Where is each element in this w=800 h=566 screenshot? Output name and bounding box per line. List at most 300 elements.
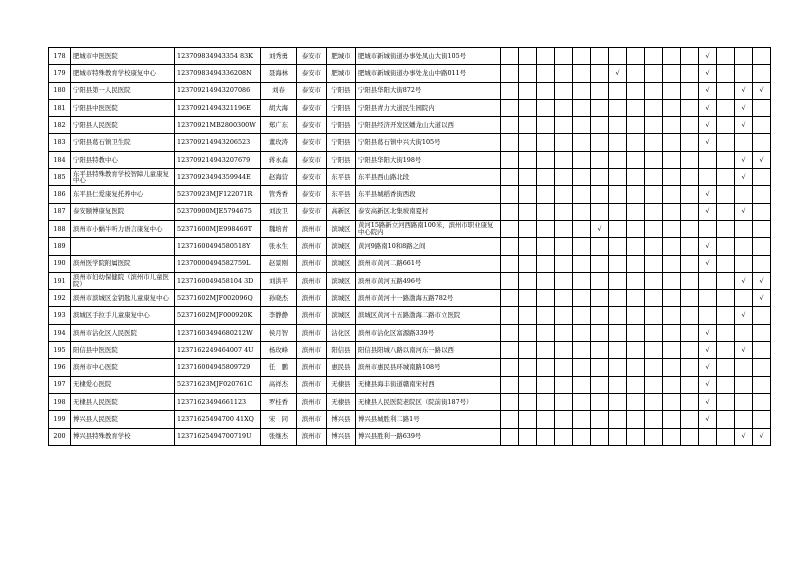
service-mark-cell — [555, 82, 573, 99]
service-mark-cell — [717, 359, 735, 376]
district-cell: 肥城市 — [327, 65, 356, 82]
service-mark-cell — [699, 134, 717, 151]
credit-code-cell: 123709214943206523 — [175, 134, 261, 151]
credit-code-cell: 12370983494336208N — [175, 65, 261, 82]
service-mark-cell — [501, 117, 519, 134]
district-cell: 博兴县 — [327, 428, 356, 445]
check-mark: √ — [705, 120, 710, 129]
contact-person-cell: 刘汝卫 — [261, 203, 297, 220]
service-mark-cell — [681, 203, 699, 220]
service-mark-cell — [681, 342, 699, 359]
contact-person-cell: 郑广东 — [261, 117, 297, 134]
service-mark-cell — [537, 203, 555, 220]
service-mark-cell — [663, 117, 681, 134]
city-cell: 泰安市 — [297, 203, 327, 220]
service-mark-cell — [609, 65, 627, 82]
address-cell: 滨州市黄河十一路渤海五路782号 — [356, 290, 501, 307]
service-mark-cell — [537, 359, 555, 376]
institution-name-cell: 东平县仁爱康复托养中心 — [71, 186, 175, 203]
credit-code-cell: 12371600494580518Y — [175, 238, 261, 255]
service-mark-cell — [735, 290, 753, 307]
row-number-cell: 178 — [49, 48, 71, 65]
contact-person-cell: 张继杰 — [261, 428, 297, 445]
service-mark-cell — [681, 82, 699, 99]
district-cell: 无棣县 — [327, 376, 356, 393]
service-mark-cell — [663, 324, 681, 341]
service-mark-cell — [609, 376, 627, 393]
service-mark-cell — [753, 48, 771, 65]
service-mark-cell — [573, 393, 591, 410]
service-mark-cell — [627, 342, 645, 359]
district-cell: 高新区 — [327, 203, 356, 220]
row-number-cell: 194 — [49, 324, 71, 341]
service-mark-cell — [519, 359, 537, 376]
service-mark-cell — [699, 428, 717, 445]
table-row — [49, 151, 771, 168]
service-mark-cell — [663, 307, 681, 324]
service-mark-cell — [645, 255, 663, 272]
institution-name-cell: 滨城区手拉手儿童康复中心 — [71, 307, 175, 324]
service-mark-cell — [591, 393, 609, 410]
service-mark-cell — [645, 411, 663, 428]
service-mark-cell — [627, 428, 645, 445]
service-mark-cell — [735, 324, 753, 341]
district-cell: 滨城区 — [327, 220, 356, 237]
service-mark-cell — [681, 359, 699, 376]
address-cell: 阳信县阳城八路以南河东一路以西 — [356, 342, 501, 359]
service-mark-cell — [555, 99, 573, 116]
service-mark-cell — [627, 238, 645, 255]
service-mark-cell — [519, 307, 537, 324]
check-mark: √ — [597, 224, 602, 233]
service-mark-cell — [627, 393, 645, 410]
service-mark-cell — [537, 307, 555, 324]
service-mark-cell — [519, 117, 537, 134]
address-cell: 黄河9路南10和8路之间 — [356, 238, 501, 255]
institution-name-cell: 滨州市滨城区金钥匙儿童康复中心 — [71, 290, 175, 307]
credit-code-cell: 1237162249464007 4U — [175, 342, 261, 359]
service-mark-cell — [519, 99, 537, 116]
service-mark-cell — [627, 324, 645, 341]
district-cell: 宁阳县 — [327, 134, 356, 151]
service-mark-cell — [699, 342, 717, 359]
service-mark-cell — [663, 99, 681, 116]
contact-person-cell: 魏培青 — [261, 220, 297, 237]
service-mark-cell — [501, 238, 519, 255]
credit-code-cell: 123709834943354 83K — [175, 48, 261, 65]
service-mark-cell — [501, 272, 519, 289]
table-row — [49, 220, 771, 237]
service-mark-cell — [537, 238, 555, 255]
service-mark-cell — [591, 169, 609, 186]
service-mark-cell — [735, 186, 753, 203]
check-mark: √ — [705, 138, 710, 147]
district-cell: 沾化区 — [327, 324, 356, 341]
service-mark-cell — [627, 82, 645, 99]
service-mark-cell — [663, 65, 681, 82]
service-mark-cell — [591, 411, 609, 428]
service-mark-cell — [627, 186, 645, 203]
service-mark-cell — [645, 342, 663, 359]
service-mark-cell — [573, 117, 591, 134]
service-mark-cell — [519, 238, 537, 255]
service-mark-cell — [717, 324, 735, 341]
service-mark-cell — [555, 428, 573, 445]
service-mark-cell — [501, 65, 519, 82]
table-body — [49, 48, 771, 446]
contact-person-cell: 宋 同 — [261, 411, 297, 428]
row-number-cell: 186 — [49, 186, 71, 203]
service-mark-cell — [645, 169, 663, 186]
service-mark-cell — [735, 393, 753, 410]
service-mark-cell — [645, 272, 663, 289]
service-mark-cell — [573, 151, 591, 168]
service-mark-cell — [753, 186, 771, 203]
institution-name-cell: 肥城市中医医院 — [71, 48, 175, 65]
table-row — [49, 324, 771, 341]
service-mark-cell — [609, 359, 627, 376]
service-mark-cell — [681, 411, 699, 428]
row-number-cell: 199 — [49, 411, 71, 428]
institution-name-cell: 博兴县人民医院 — [71, 411, 175, 428]
check-mark: √ — [705, 259, 710, 268]
check-mark: √ — [741, 207, 746, 216]
credit-code-cell: 52371602MJF000920K — [175, 307, 261, 324]
service-mark-cell — [627, 134, 645, 151]
service-mark-cell — [555, 411, 573, 428]
service-mark-cell — [573, 82, 591, 99]
service-mark-cell — [573, 342, 591, 359]
city-cell: 滨州市 — [297, 238, 327, 255]
service-mark-cell — [627, 411, 645, 428]
service-mark-cell — [609, 82, 627, 99]
service-mark-cell — [681, 272, 699, 289]
check-mark: √ — [705, 328, 710, 337]
check-mark: √ — [741, 86, 746, 95]
service-mark-cell — [555, 255, 573, 272]
service-mark-cell — [609, 393, 627, 410]
service-mark-cell — [699, 117, 717, 134]
service-mark-cell — [699, 393, 717, 410]
service-mark-cell — [555, 393, 573, 410]
service-mark-cell — [663, 272, 681, 289]
check-mark: √ — [741, 172, 746, 181]
service-mark-cell — [663, 220, 681, 237]
contact-person-cell: 董玫涛 — [261, 134, 297, 151]
institution-name-cell: 宁阳县中医医院 — [71, 99, 175, 116]
service-mark-cell — [753, 169, 771, 186]
service-mark-cell — [717, 220, 735, 237]
service-mark-cell — [753, 255, 771, 272]
service-mark-cell — [519, 290, 537, 307]
credit-code-cell: 123716004945809729 — [175, 359, 261, 376]
district-cell: 阳信县 — [327, 342, 356, 359]
address-cell: 无棣县人民医院老院区（院前街187号） — [356, 393, 501, 410]
service-mark-cell — [627, 48, 645, 65]
service-mark-cell — [519, 428, 537, 445]
service-mark-cell — [663, 134, 681, 151]
service-mark-cell — [573, 238, 591, 255]
service-mark-cell — [753, 376, 771, 393]
service-mark-cell — [501, 324, 519, 341]
credit-code-cell: 123709214943207679 — [175, 151, 261, 168]
service-mark-cell — [573, 134, 591, 151]
service-mark-cell — [627, 169, 645, 186]
service-mark-cell — [501, 376, 519, 393]
service-mark-cell — [645, 307, 663, 324]
city-cell: 泰安市 — [297, 99, 327, 116]
service-mark-cell — [699, 203, 717, 220]
table-row — [49, 376, 771, 393]
city-cell: 滨州市 — [297, 255, 327, 272]
service-mark-cell — [519, 393, 537, 410]
service-mark-cell — [555, 48, 573, 65]
row-number-cell: 196 — [49, 359, 71, 376]
service-mark-cell — [591, 186, 609, 203]
city-cell: 泰安市 — [297, 134, 327, 151]
service-mark-cell — [573, 272, 591, 289]
service-mark-cell — [537, 411, 555, 428]
service-mark-cell — [501, 255, 519, 272]
row-number-cell: 200 — [49, 428, 71, 445]
row-number-cell: 181 — [49, 99, 71, 116]
service-mark-cell — [645, 376, 663, 393]
service-mark-cell — [537, 117, 555, 134]
district-cell: 滨城区 — [327, 272, 356, 289]
city-cell: 滨州市 — [297, 376, 327, 393]
service-mark-cell — [501, 169, 519, 186]
service-mark-cell — [609, 220, 627, 237]
check-mark: √ — [705, 345, 710, 354]
service-mark-cell — [537, 186, 555, 203]
service-mark-cell — [501, 48, 519, 65]
contact-person-cell: 管秀香 — [261, 186, 297, 203]
table-row — [49, 393, 771, 410]
service-mark-cell — [717, 186, 735, 203]
service-mark-cell — [717, 99, 735, 116]
credit-code-cell: 12371623494661123 — [175, 393, 261, 410]
check-mark: √ — [741, 311, 746, 320]
service-mark-cell — [627, 117, 645, 134]
district-cell: 肥城市 — [327, 48, 356, 65]
credit-code-cell: 12370921MB2800300W — [175, 117, 261, 134]
service-mark-cell — [501, 359, 519, 376]
city-cell: 滨州市 — [297, 411, 327, 428]
institution-name-cell: 滨州市中心医院 — [71, 359, 175, 376]
table-row — [49, 48, 771, 65]
district-cell: 东平县 — [327, 169, 356, 186]
service-mark-cell — [573, 255, 591, 272]
service-mark-cell — [537, 272, 555, 289]
service-mark-cell — [681, 376, 699, 393]
service-mark-cell — [573, 290, 591, 307]
service-mark-cell — [699, 82, 717, 99]
institution-name-cell: 阳信县中医医院 — [71, 342, 175, 359]
row-number-cell: 189 — [49, 238, 71, 255]
service-mark-cell — [537, 220, 555, 237]
service-mark-cell — [555, 376, 573, 393]
address-cell: 滨州市惠民县环城南路108号 — [356, 359, 501, 376]
service-mark-cell — [591, 359, 609, 376]
service-mark-cell — [573, 359, 591, 376]
service-mark-cell — [573, 186, 591, 203]
service-mark-cell — [519, 376, 537, 393]
table-row — [49, 359, 771, 376]
service-mark-cell — [573, 324, 591, 341]
service-mark-cell — [663, 238, 681, 255]
service-mark-cell — [717, 411, 735, 428]
service-mark-cell — [501, 186, 519, 203]
service-mark-cell — [735, 411, 753, 428]
row-number-cell: 183 — [49, 134, 71, 151]
service-mark-cell — [717, 342, 735, 359]
service-mark-cell — [609, 117, 627, 134]
district-cell: 博兴县 — [327, 411, 356, 428]
service-mark-cell — [537, 134, 555, 151]
service-mark-cell — [753, 342, 771, 359]
contact-person-cell: 任 鹏 — [261, 359, 297, 376]
service-mark-cell — [501, 290, 519, 307]
service-mark-cell — [717, 238, 735, 255]
institution-table — [48, 47, 771, 446]
service-mark-cell — [519, 324, 537, 341]
service-mark-cell — [753, 411, 771, 428]
service-mark-cell — [609, 186, 627, 203]
district-cell: 滨城区 — [327, 290, 356, 307]
service-mark-cell — [627, 151, 645, 168]
service-mark-cell — [681, 428, 699, 445]
service-mark-cell — [753, 393, 771, 410]
service-mark-cell — [717, 255, 735, 272]
service-mark-cell — [573, 203, 591, 220]
institution-name-cell: 宁阳县葛石镇卫生院 — [71, 134, 175, 151]
check-mark: √ — [741, 103, 746, 112]
check-mark: √ — [741, 345, 746, 354]
city-cell: 滨州市 — [297, 290, 327, 307]
service-mark-cell — [591, 203, 609, 220]
service-mark-cell — [645, 82, 663, 99]
city-cell: 泰安市 — [297, 117, 327, 134]
service-mark-cell — [681, 255, 699, 272]
service-mark-cell — [699, 376, 717, 393]
check-mark: √ — [741, 276, 746, 285]
contact-person-cell: 杨玫峰 — [261, 342, 297, 359]
service-mark-cell — [573, 428, 591, 445]
service-mark-cell — [699, 48, 717, 65]
service-mark-cell — [537, 82, 555, 99]
service-mark-cell — [753, 117, 771, 134]
service-mark-cell — [555, 272, 573, 289]
service-mark-cell — [753, 290, 771, 307]
credit-code-cell: 1237160049458104 3D — [175, 272, 261, 289]
credit-code-cell: 12371603494680212W — [175, 324, 261, 341]
service-mark-cell — [591, 82, 609, 99]
service-mark-cell — [681, 307, 699, 324]
contact-person-cell: 罗桂香 — [261, 393, 297, 410]
contact-person-cell: 侯月智 — [261, 324, 297, 341]
row-number-cell: 192 — [49, 290, 71, 307]
address-cell: 滨州市黄河二路661号 — [356, 255, 501, 272]
service-mark-cell — [609, 342, 627, 359]
address-cell: 泰安高新区北集坡南夏村 — [356, 203, 501, 220]
address-cell: 滨城区黄河十五路渤海二路市立医院 — [356, 307, 501, 324]
service-mark-cell — [555, 342, 573, 359]
service-mark-cell — [537, 169, 555, 186]
service-mark-cell — [573, 307, 591, 324]
row-number-cell: 187 — [49, 203, 71, 220]
check-mark: √ — [705, 103, 710, 112]
credit-code-cell: 12370000494582759L — [175, 255, 261, 272]
service-mark-cell — [717, 151, 735, 168]
service-mark-cell — [735, 255, 753, 272]
service-mark-cell — [717, 117, 735, 134]
service-mark-cell — [537, 393, 555, 410]
credit-code-cell: 52371602MJF002096Q — [175, 290, 261, 307]
district-cell: 宁阳县 — [327, 117, 356, 134]
service-mark-cell — [591, 48, 609, 65]
service-mark-cell — [681, 151, 699, 168]
service-mark-cell — [627, 290, 645, 307]
service-mark-cell — [519, 186, 537, 203]
row-number-cell: 198 — [49, 393, 71, 410]
city-cell: 泰安市 — [297, 82, 327, 99]
service-mark-cell — [537, 342, 555, 359]
district-cell: 宁阳县 — [327, 151, 356, 168]
district-cell: 宁阳县 — [327, 82, 356, 99]
service-mark-cell — [699, 290, 717, 307]
address-cell: 无棣县海丰街道赣南宋村西 — [356, 376, 501, 393]
service-mark-cell — [555, 169, 573, 186]
service-mark-cell — [609, 307, 627, 324]
institution-name-cell: 无棣爱心医院 — [71, 376, 175, 393]
service-mark-cell — [591, 65, 609, 82]
service-mark-cell — [645, 134, 663, 151]
service-mark-cell — [699, 272, 717, 289]
address-cell: 黄河15路新立河西路南100米，滨州市职业康复中心院内 — [356, 220, 501, 237]
service-mark-cell — [537, 376, 555, 393]
service-mark-cell — [681, 169, 699, 186]
service-mark-cell — [753, 238, 771, 255]
check-mark: √ — [615, 69, 620, 78]
service-mark-cell — [519, 220, 537, 237]
service-mark-cell — [627, 255, 645, 272]
service-mark-cell — [501, 393, 519, 410]
row-number-cell: 191 — [49, 272, 71, 289]
service-mark-cell — [591, 99, 609, 116]
address-cell: 滨州市沾化区富源路339号 — [356, 324, 501, 341]
institution-name-cell: 滨州市小蜗牛听力语言康复中心 — [71, 220, 175, 237]
service-mark-cell — [555, 65, 573, 82]
credit-code-cell: 52371623MJF020761C — [175, 376, 261, 393]
city-cell: 泰安市 — [297, 151, 327, 168]
table-row — [49, 117, 771, 134]
service-mark-cell — [537, 65, 555, 82]
service-mark-cell — [591, 151, 609, 168]
service-mark-cell — [555, 151, 573, 168]
check-mark: √ — [705, 397, 710, 406]
row-number-cell: 184 — [49, 151, 71, 168]
service-mark-cell — [519, 411, 537, 428]
city-cell: 滨州市 — [297, 220, 327, 237]
service-mark-cell — [735, 169, 753, 186]
service-mark-cell — [609, 272, 627, 289]
service-mark-cell — [681, 238, 699, 255]
district-cell: 无棣县 — [327, 393, 356, 410]
city-cell: 泰安市 — [297, 169, 327, 186]
service-mark-cell — [555, 238, 573, 255]
service-mark-cell — [627, 307, 645, 324]
institution-name-cell: 滨州市妇幼保健院（滨州市儿童医院） — [71, 272, 175, 289]
